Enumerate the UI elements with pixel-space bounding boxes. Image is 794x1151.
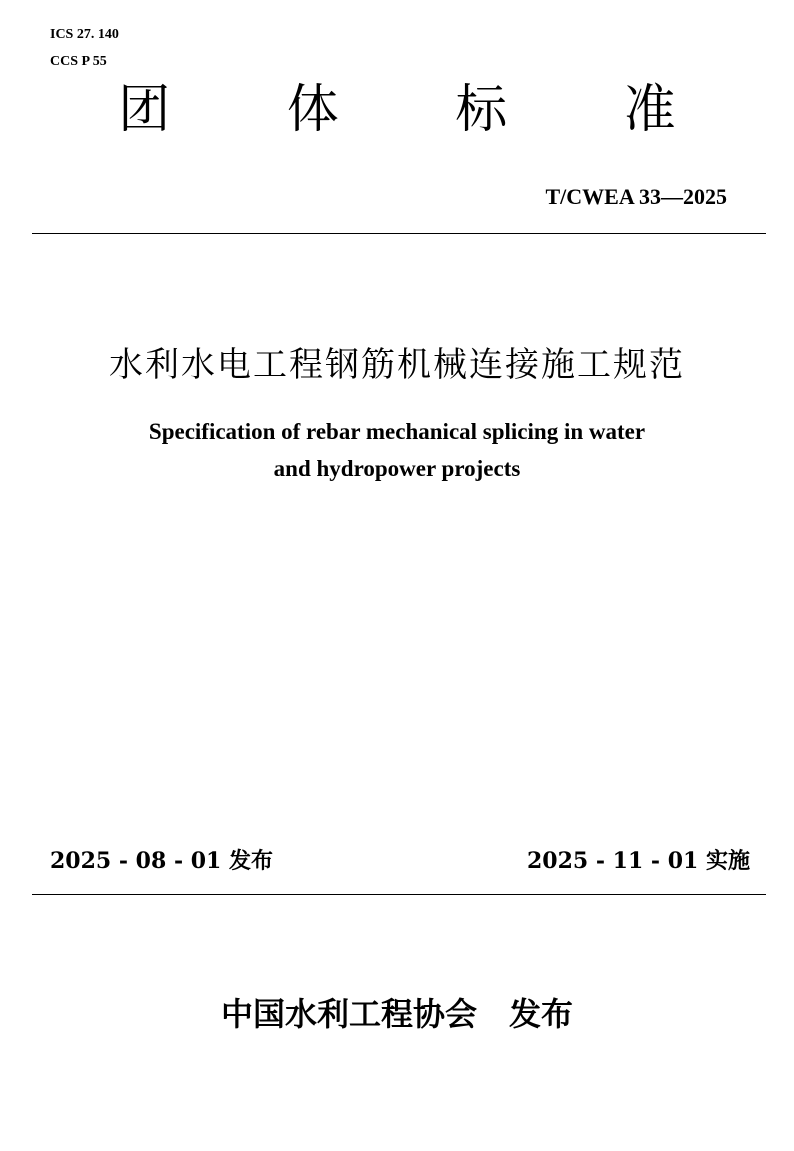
english-title-line-2: and hydropower projects — [273, 456, 521, 481]
chinese-title: 水利水电工程钢筋机械连接施工规范 — [109, 345, 685, 385]
ccs-code: CCS P 55 — [50, 54, 107, 69]
bottom-divider — [32, 894, 766, 895]
implementation-date: 2025 - 11 - 01 实施 — [526, 848, 750, 874]
issue-date: 2025 - 08 - 01 发布 — [50, 848, 274, 874]
top-divider — [32, 233, 766, 234]
document-type-title: 团 体 标 准 — [118, 80, 726, 140]
standard-number: T/CWEA 33—2025 — [545, 184, 727, 209]
ics-code: ICS 27. 140 — [50, 27, 119, 42]
publisher: 中国水利工程协会 发布 — [220, 995, 573, 1033]
english-title-line-1: Specification of rebar mechanical splicing in water — [148, 419, 646, 444]
